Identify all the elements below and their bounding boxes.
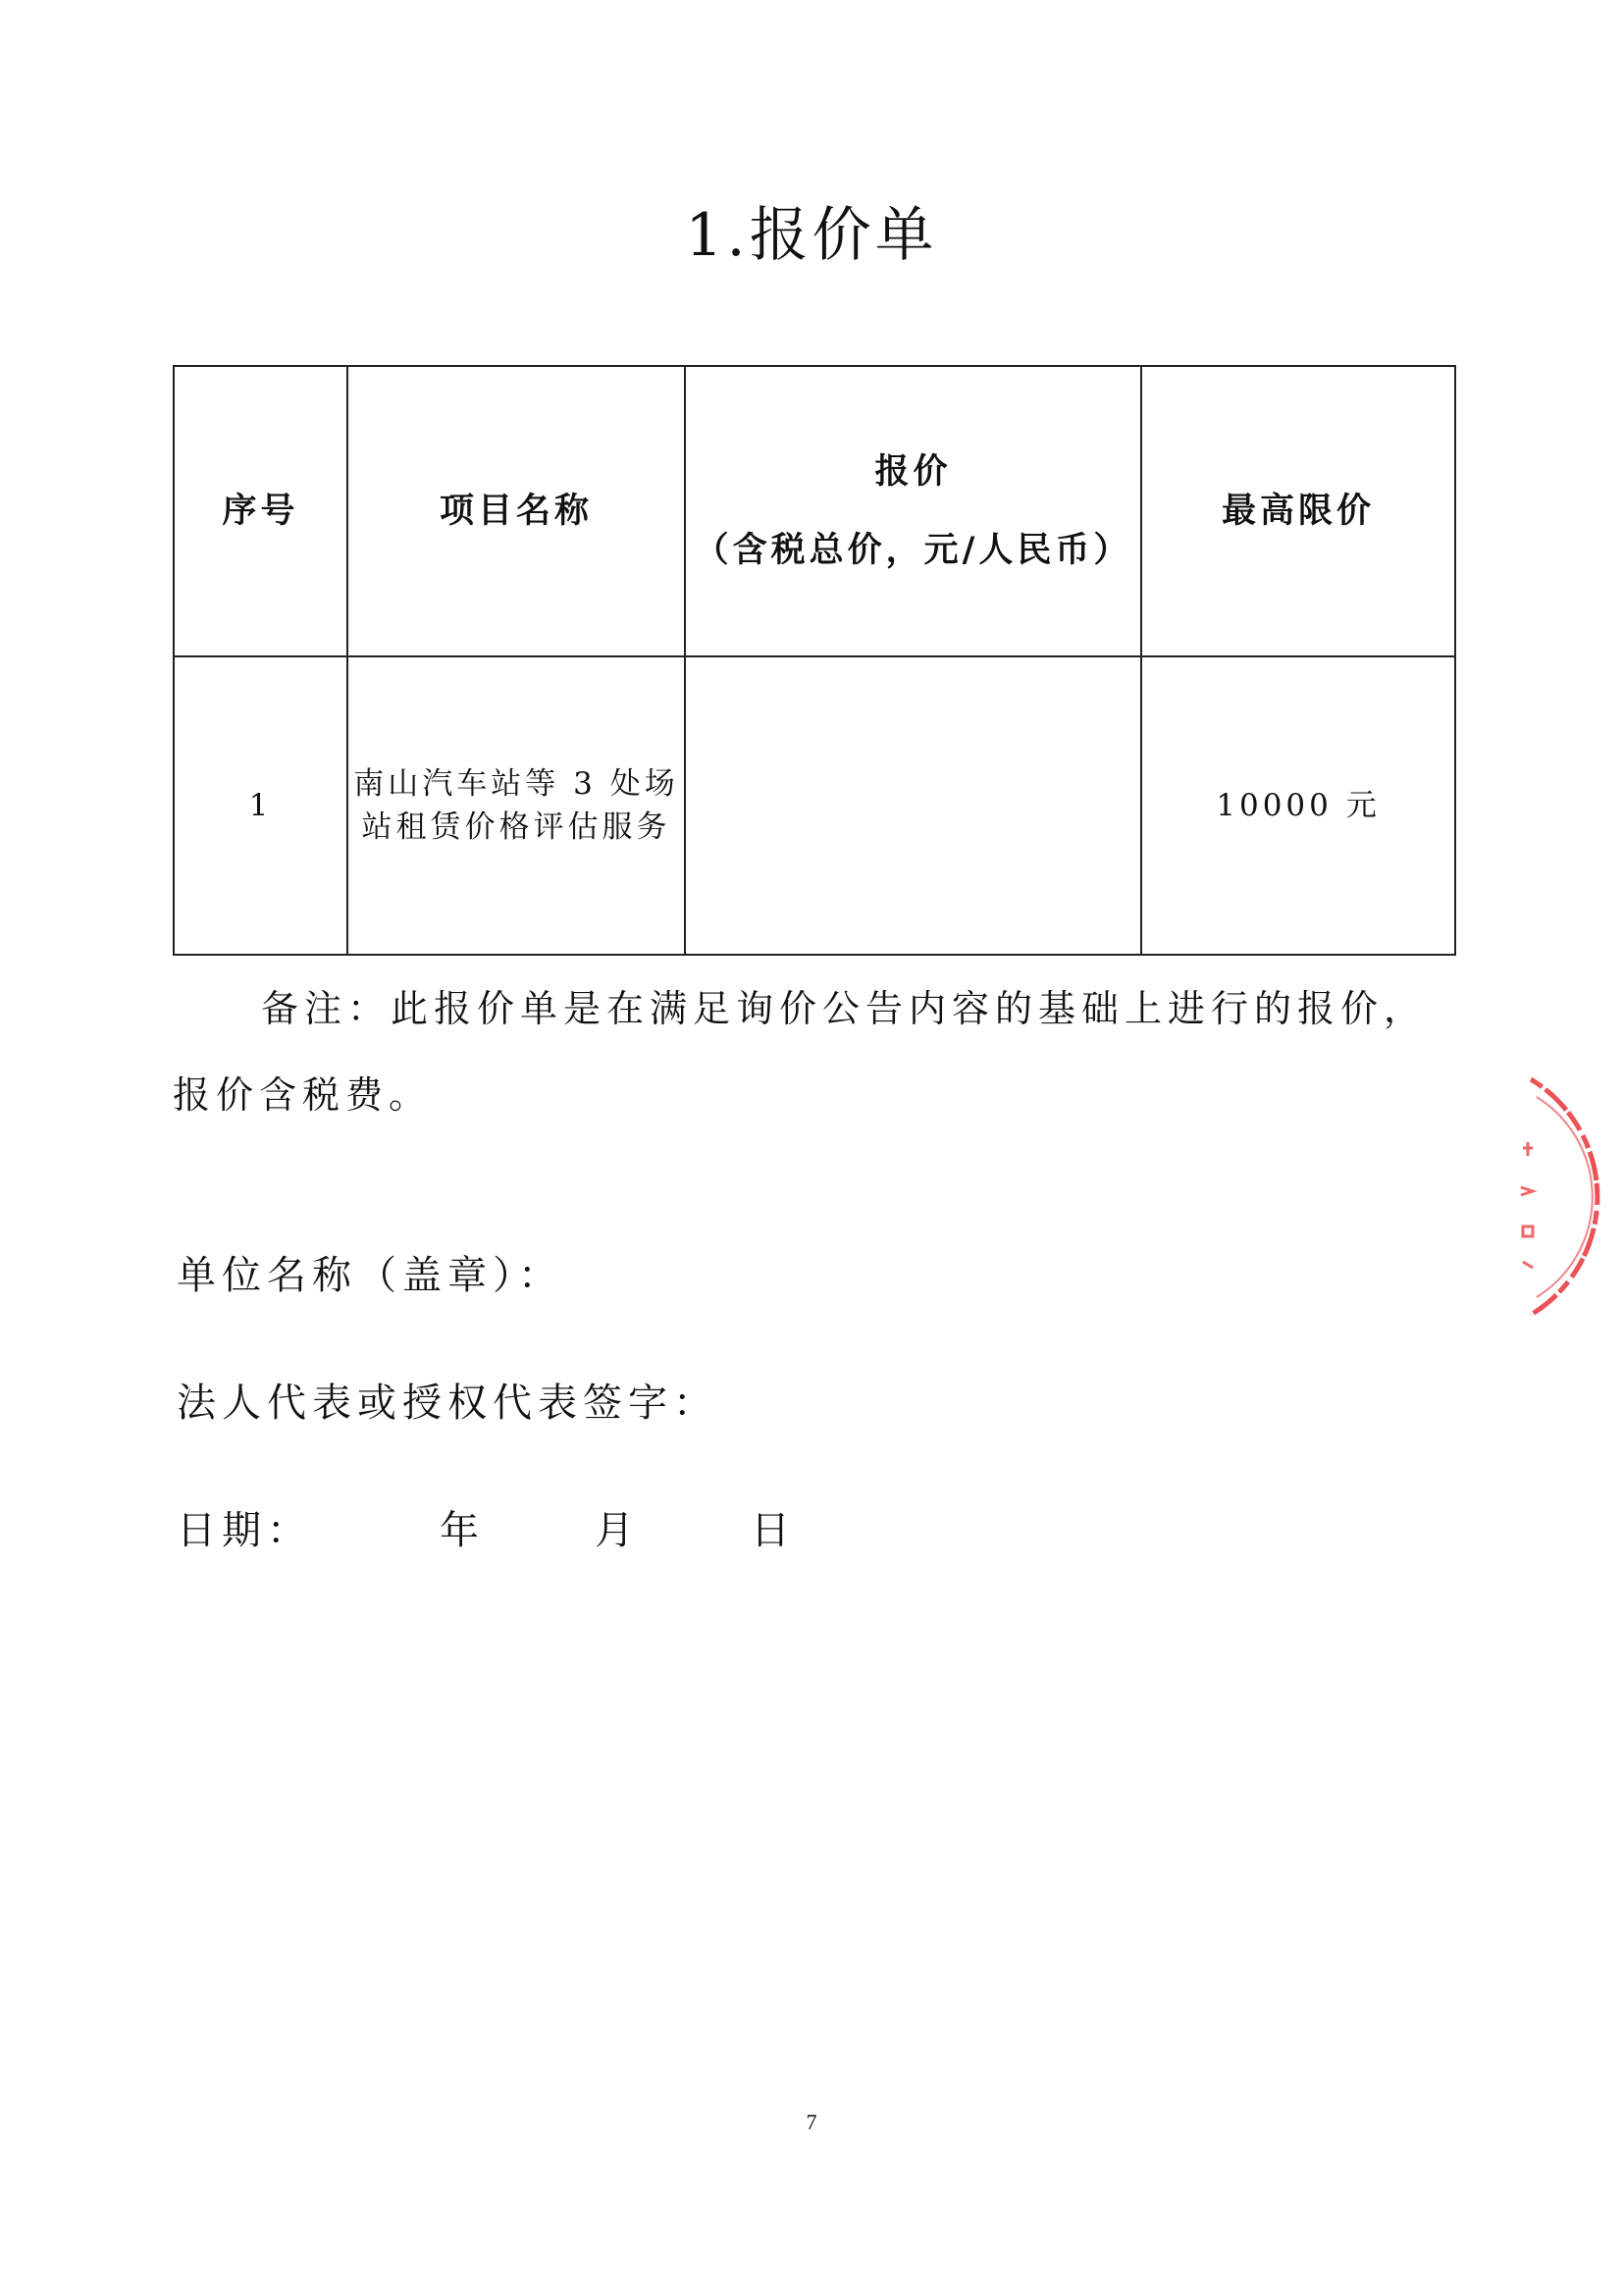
- row-quote-cell[interactable]: [685, 656, 1141, 955]
- stamp-outer-arc: [1531, 1079, 1597, 1315]
- remark-note: 备注：此报价单是在满足询价公告内容的基础上进行的报价，报价含税费。: [173, 987, 1428, 1117]
- page-number: 7: [806, 2110, 817, 2134]
- table-row: [174, 656, 1455, 955]
- stamp-glyph-marks: [1521, 1142, 1533, 1268]
- row-seq: 1: [248, 788, 273, 823]
- header-quote: [686, 450, 1140, 572]
- header-max-price-cell: [1141, 366, 1455, 656]
- quote-table: [173, 365, 1456, 956]
- row-seq-cell: [174, 656, 347, 955]
- header-seq: 序号: [222, 492, 299, 531]
- date-day-label: 日: [751, 1508, 790, 1553]
- row-project-name: [348, 762, 684, 849]
- unit-name-label: 单位名称（盖章）：: [177, 1253, 563, 1298]
- date-month-label: 月: [595, 1508, 634, 1553]
- header-quote-line2: （含税总价，元/人民币）: [694, 531, 1132, 570]
- row-project-name-line1: 南山汽车站等 3 处场: [353, 766, 679, 802]
- page-title: 1.报价单: [685, 201, 938, 270]
- header-quote-cell: [685, 366, 1141, 656]
- row-project-name-line2: 站租赁价格评估服务: [361, 809, 671, 845]
- red-seal-stamp-icon: [1511, 1070, 1623, 1325]
- row-max-price: 10000 元: [1216, 788, 1381, 823]
- representative-signature-label: 法人代表或授权代表签字：: [177, 1381, 718, 1426]
- header-max-price: 最高限价: [1221, 492, 1375, 531]
- header-project-name-cell: [347, 366, 685, 656]
- header-seq-cell: [174, 366, 347, 656]
- row-project-name-cell: [347, 656, 685, 955]
- date-label: 日期：: [177, 1508, 312, 1553]
- date-year-label: 年: [440, 1508, 479, 1553]
- header-quote-line1: 报价: [874, 452, 952, 492]
- stamp-inner-arc: [1537, 1097, 1593, 1297]
- header-project-name: 项目名称: [439, 492, 593, 531]
- table-header-row: [174, 366, 1455, 656]
- row-max-price-cell: [1141, 656, 1455, 955]
